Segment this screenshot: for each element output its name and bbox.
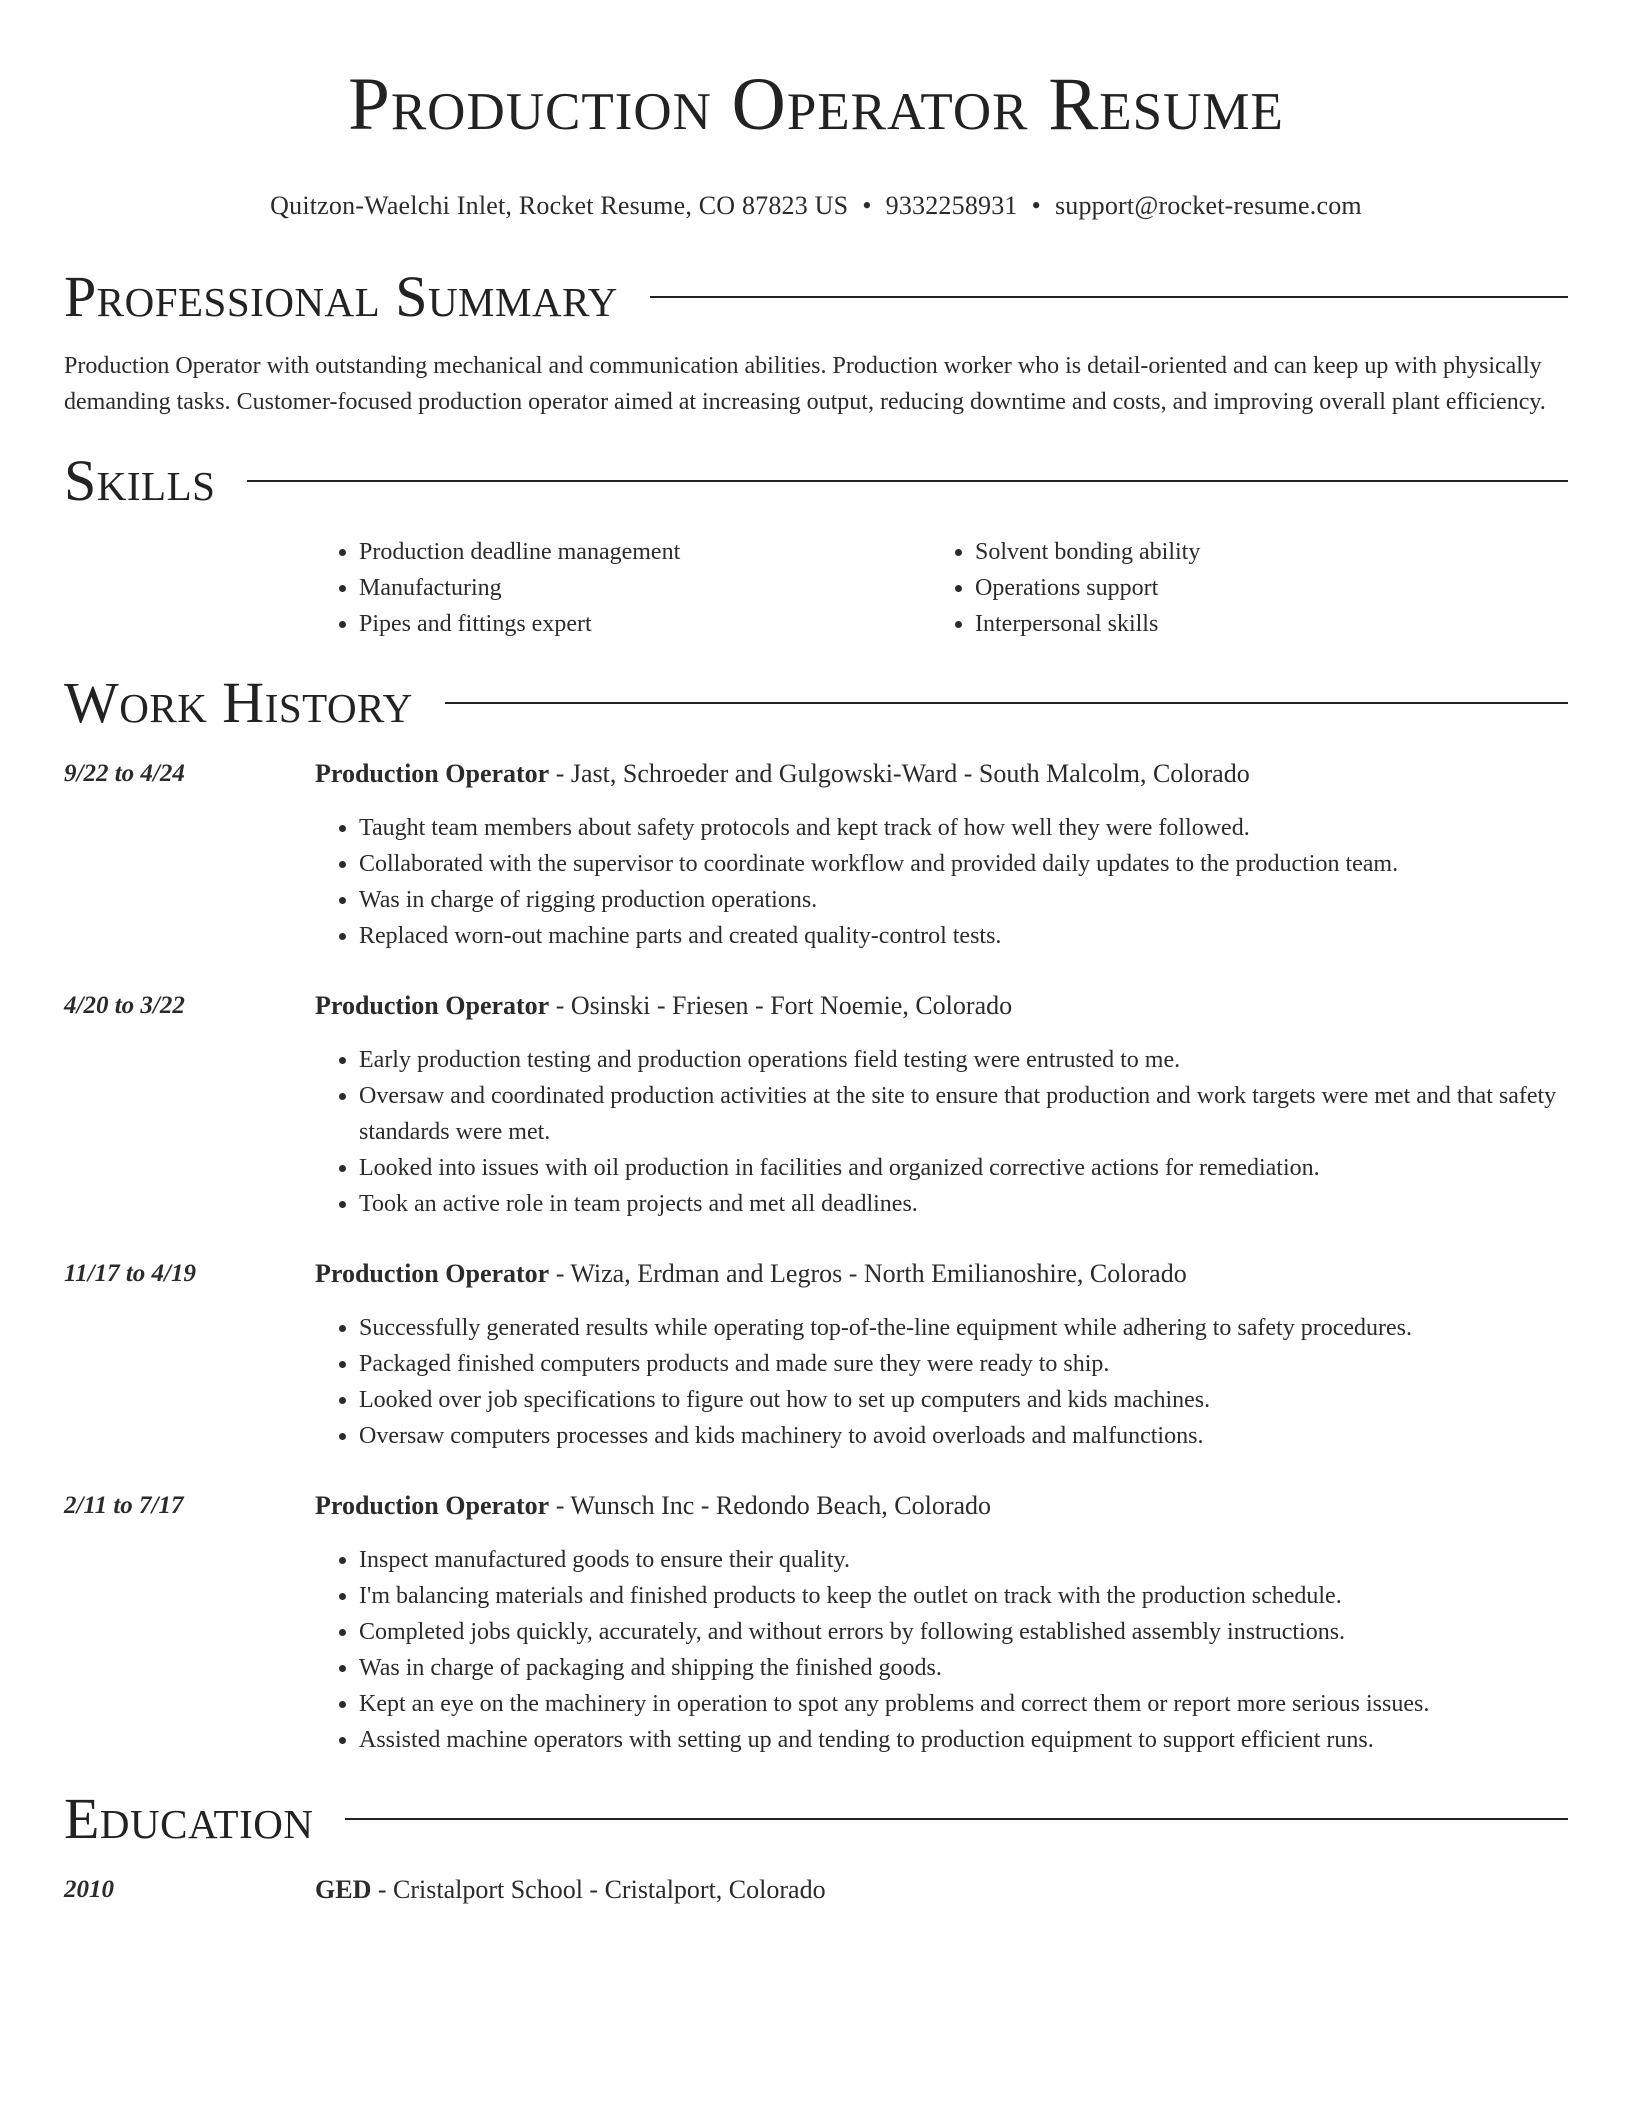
contact-separator: • [862,191,872,220]
job-employer: - Wiza, Erdman and Legros - North Emilianoshire, Colorado [549,1259,1187,1288]
job-bullet: • Replaced worn-out machine parts and created quality-control tests. [359,918,1568,954]
skills-column-left [315,534,931,642]
job-bullet: • Completed jobs quickly, accurately, and without errors by following established assembly instructions. [359,1614,1568,1650]
job-body [315,1488,1568,1758]
job-role: Production Operator [315,1491,550,1520]
skill-item: • Production deadline management [359,534,931,570]
skill-item: • Pipes and fittings expert [359,606,931,642]
section-divider [247,480,1568,482]
job-bullets [315,1042,1568,1222]
job-body [315,988,1568,1222]
summary-text: Production Operator with outstanding mechanical and communication abilities. Production worker who is detail-oriented and can keep up with physically demanding tasks. Customer-focused production operator aimed at increasing output, reducing downtime and costs, and improving overall plant efficiency. [64,353,1546,415]
education-degree: GED [315,1875,372,1904]
resume-title: Production Operator Resume [348,63,1284,146]
skills-section-title: Skills [64,448,216,513]
job-employer: - Jast, Schroeder and Gulgowski-Ward - South Malcolm, Colorado [549,759,1250,788]
section-divider [650,296,1568,298]
job-bullets [315,1310,1568,1454]
job-role: Production Operator [315,991,550,1020]
education-heading [315,1872,1568,1908]
job-bullet: • Inspect manufactured goods to ensure their quality. [359,1542,1568,1578]
job-bullet: • Took an active role in team projects and met all deadlines. [359,1186,1568,1222]
job-entry [64,756,1568,954]
job-bullet: • Oversaw computers processes and kids machinery to avoid overloads and malfunctions. [359,1418,1568,1454]
job-role: Production Operator [315,759,550,788]
job-date: 4/20 to 3/22 [64,992,185,1019]
job-entry [64,1488,1568,1758]
job-bullet: • Taught team members about safety protocols and kept track of how well they were followed. [359,810,1568,846]
job-entry [64,1256,1568,1454]
job-bullet: • Kept an eye on the machinery in operation to spot any problems and correct them or report more serious issues. [359,1686,1568,1722]
job-bullet: • Looked into issues with oil production in facilities and organized corrective actions for remediation. [359,1150,1568,1186]
job-entry [64,988,1568,1222]
job-bullets [315,1542,1568,1758]
job-bullet: • Assisted machine operators with setting up and tending to production equipment to support efficient runs. [359,1722,1568,1758]
education-section-header [64,1786,1568,1852]
job-heading [315,988,1568,1024]
education-section-title: Education [64,1786,314,1851]
job-body [315,756,1568,954]
summary-section-header [64,264,1568,330]
education-body [315,1872,1568,1908]
job-bullet: • Looked over job specifications to figure out how to set up computers and kids machines. [359,1382,1568,1418]
skills-list [315,534,1568,642]
contact-phone: 9332258931 [885,191,1018,220]
skill-item: • Manufacturing [359,570,931,606]
job-body [315,1256,1568,1454]
job-date: 9/22 to 4/24 [64,760,185,787]
work-section-header [64,670,1568,736]
summary-section-title: Professional Summary [64,264,618,329]
contact-address: Quitzon-Waelchi Inlet, Rocket Resume, CO 87823 US [270,191,849,220]
job-bullet: • Was in charge of rigging production operations. [359,882,1568,918]
job-role: Production Operator [315,1259,550,1288]
job-heading [315,1488,1568,1524]
skill-item: • Interpersonal skills [975,606,1547,642]
job-bullet: • Early production testing and production operations field testing were entrusted to me. [359,1042,1568,1078]
section-divider [445,702,1568,704]
skill-item: • Solvent bonding ability [975,534,1547,570]
work-section-title: Work History [64,670,413,735]
skills-column-right [931,534,1547,642]
contact-line [64,190,1568,222]
contact-separator: • [1031,191,1041,220]
education-date: 2010 [64,1876,114,1903]
job-bullet: • Successfully generated results while operating top-of-the-line equipment while adhering to safety procedures. [359,1310,1568,1346]
education-school: - Cristalport School - Cristalport, Colorado [371,1875,826,1904]
job-employer: - Osinski - Friesen - Fort Noemie, Colorado [549,991,1013,1020]
job-bullet: • Collaborated with the supervisor to coordinate workflow and provided daily updates to the production team. [359,846,1568,882]
contact-email: support@rocket-resume.com [1054,191,1362,220]
job-bullet: • Oversaw and coordinated production activities at the site to ensure that production and work targets were met and that safety standards were met. [359,1078,1568,1150]
job-bullets [315,810,1568,954]
education-entry [64,1872,1568,1908]
skill-item: • Operations support [975,570,1547,606]
job-bullet: • I'm balancing materials and finished products to keep the outlet on track with the production schedule. [359,1578,1568,1614]
skills-section-header [64,448,1568,514]
section-divider [345,1818,1568,1820]
job-heading [315,1256,1568,1292]
job-employer: - Wunsch Inc - Redondo Beach, Colorado [549,1491,992,1520]
job-heading [315,756,1568,792]
job-bullet: • Was in charge of packaging and shipping the finished goods. [359,1650,1568,1686]
job-bullet: • Packaged finished computers products and made sure they were ready to ship. [359,1346,1568,1382]
job-date: 11/17 to 4/19 [64,1260,196,1287]
job-date: 2/11 to 7/17 [64,1492,184,1519]
